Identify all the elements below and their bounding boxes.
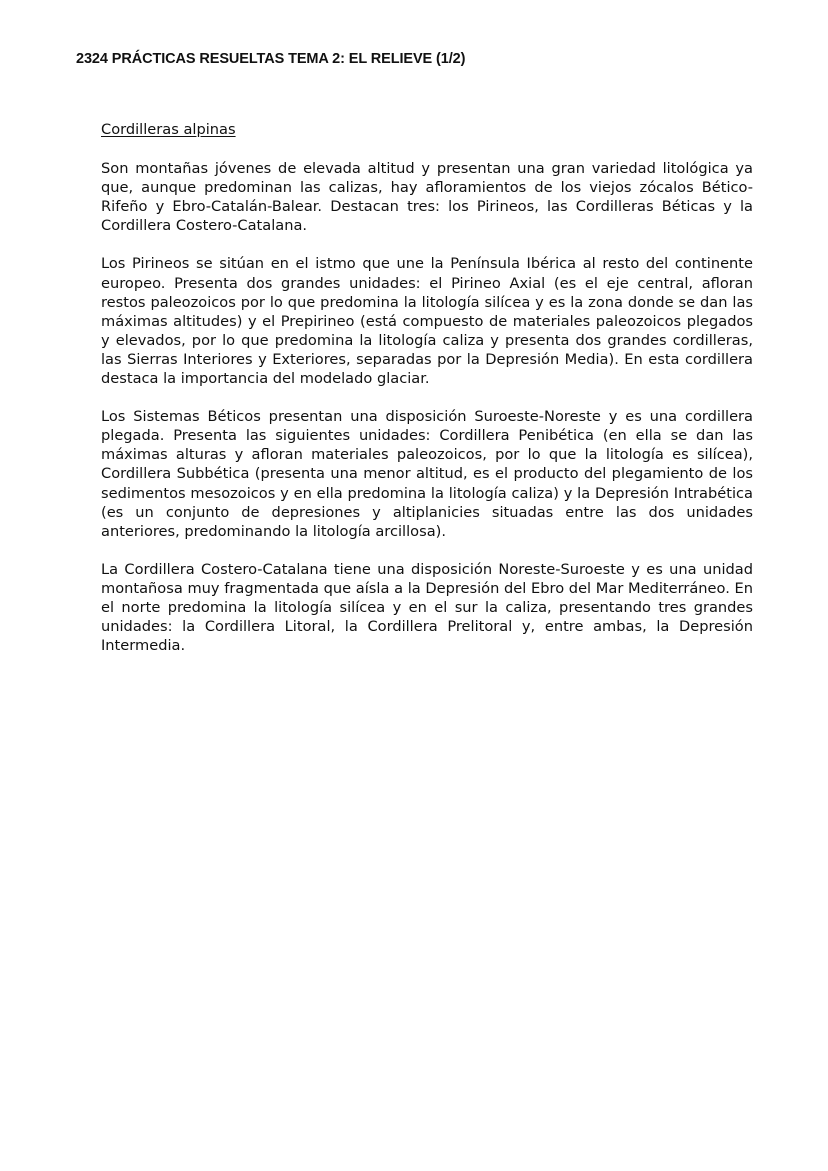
page-title: 2324 PRÁCTICAS RESUELTAS TEMA 2: EL RELIEVE (1/2) <box>76 51 466 67</box>
section-heading: Cordilleras alpinas <box>101 121 236 138</box>
paragraph-intro: Son montañas jóvenes de elevada altitud y presentan una gran variedad litológica ya que, aunque predominan las calizas, hay afloramientos de los viejos zócalos Bético-Rifeño y Ebro-Catalán-Balear. Destacan tres: los Pirineos, las Cordilleras Béticas y la Cordillera Costero-Catalana. <box>101 160 753 235</box>
document-body <box>101 120 753 674</box>
paragraph-sistemas-beticos: Los Sistemas Béticos presentan una disposición Suroeste-Noreste y es una cordillera plegada. Presenta las siguientes unidades: Cordillera Penibética (en ella se dan las máximas alturas y afloran materiales paleozoicos, por lo que la litología es silícea), Cordillera Subbética (presenta una menor altitud, es el producto del plegamiento de los sedimentos mesozoicos y en ella predomina la litología caliza) y la Depresión Intrabética (es un conjunto de depresiones y altiplanicies situadas entre las dos unidades anteriores, predominando la litología arcillosa). <box>101 408 753 540</box>
paragraph-costero-catalana: La Cordillera Costero-Catalana tiene una disposición Noreste-Suroeste y es una unidad montañosa muy fragmentada que aísla a la Depresión del Ebro del Mar Mediterráneo. En el norte predomina la litología silícea y en el sur la caliza, presentando tres grandes unidades: la Cordillera Litoral, la Cordillera Prelitoral y, entre ambas, la Depresión Intermedia. <box>101 560 753 655</box>
paragraph-pirineos: Los Pirineos se sitúan en el istmo que une la Península Ibérica al resto del continente europeo. Presenta dos grandes unidades: el Pirineo Axial (es el eje central, afloran restos paleozoicos por lo que predomina la litología silícea y es la zona donde se dan las máximas altitudes) y el Prepirineo (está compuesto de materiales paleozoicos plegados y elevados, por lo que predomina la litología caliza y presenta dos grandes cordilleras, las Sierras Interiores y Exteriores, separadas por la Depresión Media). En esta cordillera destaca la importancia del modelado glaciar. <box>101 255 753 388</box>
